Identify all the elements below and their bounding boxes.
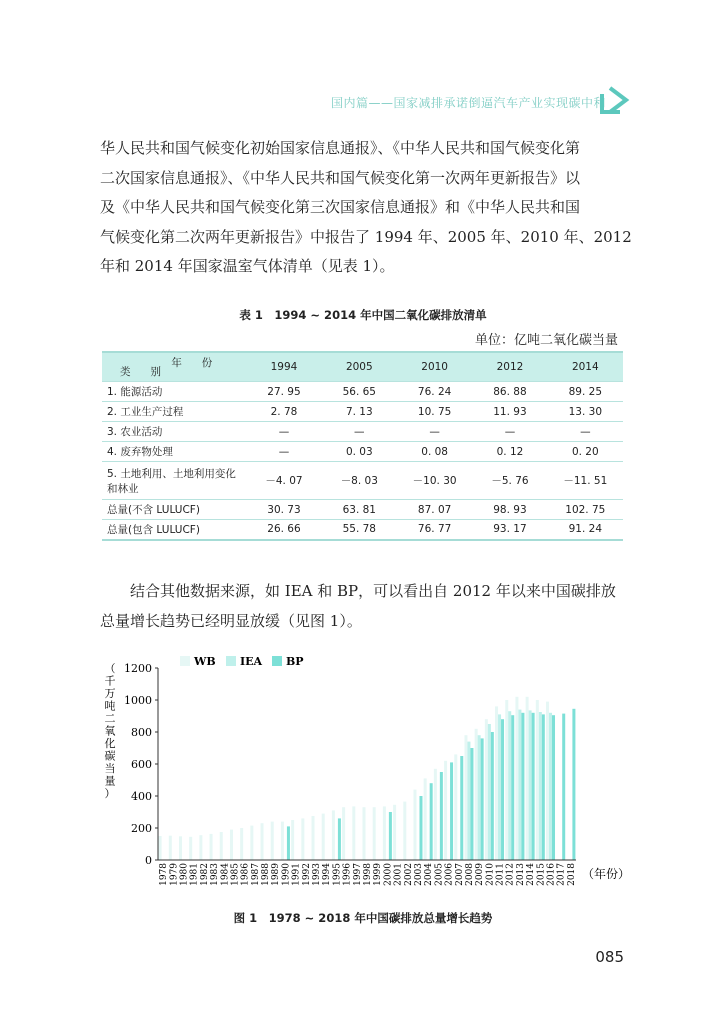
x-tick-label: 1986 <box>240 863 251 886</box>
x-tick-label: 2017 <box>556 863 567 886</box>
bar-bp-2017 <box>562 714 565 860</box>
bar-bp-2012 <box>511 715 514 860</box>
bar-wb-2001 <box>393 805 396 860</box>
emissions-table <box>102 351 623 541</box>
paragraph-1-line: 二次国家信息通报》、《中华人民共和国气候变化第一次两年更新报告》以 <box>100 168 581 187</box>
cell-value: 27. 95 <box>267 385 301 398</box>
cell-value: 91. 24 <box>568 523 603 536</box>
x-tick-label: 2013 <box>515 863 526 886</box>
cell-value: －10. 30 <box>412 475 457 487</box>
y-tick-label: 1200 <box>124 662 152 675</box>
legend-swatch-wb <box>180 656 190 666</box>
bar-wb-2003 <box>413 790 416 860</box>
year-header: 1994 <box>246 352 321 382</box>
year-header: 2012 <box>472 352 547 382</box>
x-tick-label: 2012 <box>505 863 516 886</box>
cell-value: －11. 51 <box>563 475 608 487</box>
row-label: 2. 工业生产过程 <box>107 406 184 418</box>
cell-value: 86. 88 <box>493 385 527 398</box>
bar-wb-2008 <box>464 735 467 860</box>
bar-bp-2015 <box>542 714 545 860</box>
bar-bp-2008 <box>470 748 473 860</box>
x-tick-label: 1993 <box>312 863 323 886</box>
bar-wb-2010 <box>485 719 488 860</box>
x-tick-label: 2011 <box>495 863 506 886</box>
x-tick-label: 2015 <box>536 863 547 886</box>
table-row <box>102 402 623 422</box>
legend-label-bp: BP <box>286 655 304 668</box>
table-row <box>102 520 623 540</box>
table-row <box>102 422 623 442</box>
table-title: 表 1 1994 ~ 2014 年中国二氧化碳排放清单 <box>239 308 487 322</box>
y-axis-label: （千万吨二氧化碳当量） <box>104 662 116 800</box>
bar-wb-2015 <box>536 700 539 860</box>
cell-value: 10. 75 <box>417 405 452 418</box>
legend-swatch-bp <box>272 656 282 666</box>
cell-value: 87. 07 <box>417 503 452 516</box>
x-tick-label: 1990 <box>281 863 292 886</box>
row-label: 总量(不含 LULUCF) <box>107 504 200 516</box>
bar-bp-2003 <box>419 796 422 860</box>
bar-wb-1996 <box>342 807 345 860</box>
x-tick-label: 1994 <box>322 863 333 886</box>
bar-bp-2016 <box>552 715 555 860</box>
header-diagonal-cell <box>102 352 246 382</box>
header-year-label: 年份 <box>171 357 233 369</box>
bar-bp-2010 <box>491 732 494 860</box>
paragraph-2 <box>100 577 632 636</box>
bar-wb-1979 <box>169 836 172 860</box>
year-header: 2005 <box>322 352 397 382</box>
x-tick-label: 1991 <box>291 863 302 886</box>
y-tick-label: 600 <box>131 758 152 771</box>
bar-bp-1995 <box>338 818 341 860</box>
cell-value: 98. 93 <box>493 503 527 516</box>
legend-label-iea: IEA <box>240 655 263 668</box>
bar-bp-2000 <box>389 812 392 860</box>
cell-value: 0. 08 <box>421 445 448 458</box>
x-tick-label: 2018 <box>566 863 577 886</box>
x-tick-label: 2016 <box>546 863 557 886</box>
x-tick-label: 1992 <box>301 863 312 886</box>
cell-value: 56. 65 <box>342 385 376 398</box>
cell-value: 2. 78 <box>270 405 298 418</box>
x-tick-label: 1978 <box>159 863 170 886</box>
bar-wb-1990 <box>281 822 284 860</box>
bar-wb-1995 <box>332 810 335 860</box>
x-tick-label: 1997 <box>352 863 363 886</box>
cell-value: 102. 75 <box>565 503 606 516</box>
bar-iea-2010 <box>488 724 491 860</box>
x-tick-label: 1988 <box>261 863 272 886</box>
year-header: 2010 <box>397 352 472 382</box>
bar-wb-1994 <box>322 814 325 860</box>
y-tick-label: 400 <box>131 790 152 803</box>
cell-value: — <box>278 445 290 458</box>
x-tick-label: 2001 <box>393 863 404 886</box>
bar-wb-1988 <box>261 823 264 860</box>
x-tick-label: 1995 <box>332 863 343 886</box>
bar-wb-2007 <box>454 754 457 860</box>
bar-bp-1990 <box>287 826 290 860</box>
x-tick-label: 1998 <box>363 863 373 886</box>
cell-value: 0. 03 <box>345 445 373 458</box>
bar-bp-2006 <box>450 762 453 860</box>
x-tick-label: 1984 <box>220 863 231 886</box>
cell-value: 63. 81 <box>342 503 376 516</box>
bar-iea-2016 <box>549 713 552 860</box>
x-tick-label: 1999 <box>373 863 384 886</box>
bar-wb-1983 <box>210 834 213 860</box>
bar-bp-2011 <box>501 719 504 860</box>
bar-wb-1982 <box>199 835 202 860</box>
paragraph-1-line: 华人民共和国气候变化初始国家信息通报》、《中华人民共和国气候变化第 <box>100 139 581 157</box>
bar-bp-2005 <box>440 772 443 860</box>
bar-wb-2000 <box>383 806 386 860</box>
x-tick-label: 1996 <box>342 863 353 886</box>
chapter-logo-icon <box>598 84 630 116</box>
bar-bp-2004 <box>430 783 433 860</box>
row-label: 1. 能源活动 <box>107 386 163 398</box>
bar-wb-1985 <box>230 830 233 860</box>
x-tick-label: 2000 <box>383 863 394 886</box>
table-header-row <box>102 352 623 382</box>
cell-value: — <box>354 425 365 438</box>
bar-wb-1987 <box>250 826 253 860</box>
bar-wb-1998 <box>363 807 366 860</box>
bar-wb-1999 <box>373 807 376 860</box>
bar-wb-2004 <box>424 778 427 860</box>
cell-value: －4. 07 <box>265 475 303 487</box>
table-row <box>102 500 623 520</box>
row-label: 5. 土地利用、土地利用变化和林业 <box>107 467 236 495</box>
cell-value: －5. 76 <box>491 475 529 487</box>
year-header: 2014 <box>548 352 623 382</box>
bar-wb-1978 <box>159 836 162 860</box>
bar-wb-2011 <box>495 706 498 860</box>
header-category-label: 类别 <box>120 366 181 378</box>
cell-value: 30. 73 <box>267 503 301 516</box>
paragraph-2-line: 总量增长趋势已经明显放缓（见图 1）。 <box>100 611 362 630</box>
cell-value: — <box>580 425 591 438</box>
bar-bp-2013 <box>521 713 524 860</box>
table-row <box>102 382 623 402</box>
y-tick-label: 800 <box>131 726 152 739</box>
bar-wb-2014 <box>526 697 529 860</box>
x-tick-label: 2004 <box>424 863 435 886</box>
x-tick-label: 1989 <box>271 863 282 886</box>
x-tick-label: 2008 <box>464 863 475 886</box>
cell-value: — <box>429 425 440 438</box>
table-unit: 单位：亿吨二氧化碳当量 <box>474 333 618 348</box>
bar-wb-1997 <box>352 806 355 860</box>
bar-wb-2009 <box>475 729 478 860</box>
paragraph-2-line: 结合其他数据来源，如 IEA 和 BP，可以看出自 2012 年以来中国碳排放 <box>130 582 616 600</box>
cell-value: 55. 78 <box>342 523 376 536</box>
x-tick-label: 1987 <box>250 863 261 886</box>
x-tick-label: 2005 <box>434 863 445 886</box>
x-axis-label: （年份） <box>582 867 630 881</box>
bar-iea-2008 <box>467 742 470 860</box>
cell-value: 0. 20 <box>571 445 599 458</box>
cell-value: 0. 12 <box>496 445 524 458</box>
bar-wb-2005 <box>434 769 437 860</box>
bar-iea-2015 <box>539 712 542 860</box>
cell-value: －8. 03 <box>340 475 378 487</box>
emissions-chart <box>100 650 630 900</box>
row-label: 总量(包含 LULUCF) <box>107 523 200 536</box>
cell-value: — <box>504 425 516 438</box>
x-tick-label: 2007 <box>454 863 465 886</box>
cell-value: 89. 25 <box>568 385 603 398</box>
bar-iea-2012 <box>508 711 511 860</box>
y-tick-label: 0 <box>145 854 152 867</box>
bar-bp-2014 <box>532 713 535 860</box>
x-tick-label: 2003 <box>413 863 424 886</box>
bar-wb-1989 <box>271 822 274 860</box>
bar-wb-2002 <box>403 802 406 860</box>
bar-bp-2007 <box>460 756 463 860</box>
x-tick-label: 1982 <box>199 863 210 886</box>
bar-wb-1992 <box>301 818 304 860</box>
x-tick-label: 1983 <box>210 863 221 886</box>
cell-value: 11. 93 <box>493 405 527 418</box>
x-tick-label: 2010 <box>485 863 496 886</box>
table-row <box>102 442 623 462</box>
paragraph-1-line: 气候变化第二次两年更新报告》中报告了 1994 年、2005 年、2010 年、2012 <box>100 227 632 246</box>
x-tick-label: 2014 <box>526 863 537 886</box>
bar-bp-2018 <box>572 709 575 860</box>
y-tick-label: 1000 <box>124 694 152 707</box>
cell-value: 26. 66 <box>267 523 301 536</box>
paragraph-1 <box>100 134 632 282</box>
cell-value: 93. 17 <box>493 523 527 536</box>
cell-value: 13. 30 <box>568 405 603 418</box>
x-tick-label: 2002 <box>403 863 414 886</box>
bar-iea-2014 <box>529 710 532 860</box>
bar-wb-2012 <box>505 700 508 860</box>
cell-value: 76. 77 <box>417 523 452 536</box>
x-tick-label: 2006 <box>444 863 455 886</box>
x-tick-label: 1980 <box>179 863 190 886</box>
cell-value: 7. 13 <box>345 405 373 418</box>
bar-wb-1980 <box>179 836 182 860</box>
x-tick-label: 1985 <box>230 863 241 886</box>
bar-wb-1986 <box>240 828 243 860</box>
cell-value: — <box>278 425 290 438</box>
paragraph-1-line: 及《中华人民共和国气候变化第三次国家信息通报》和《中华人民共和国 <box>100 198 581 216</box>
y-tick-label: 200 <box>131 822 152 835</box>
figure-caption: 图 1 1978 ~ 2018 年中国碳排放总量增长趋势 <box>233 911 493 925</box>
bar-wb-1984 <box>220 832 223 860</box>
legend-swatch-iea <box>226 656 236 666</box>
x-tick-label: 1979 <box>169 863 180 886</box>
cell-value: 76. 24 <box>417 385 452 398</box>
x-tick-label: 1981 <box>189 863 200 886</box>
x-tick-label: 2009 <box>475 863 486 886</box>
bar-bp-2009 <box>481 738 484 860</box>
bar-wb-2006 <box>444 761 447 860</box>
row-label: 3. 农业活动 <box>107 426 163 438</box>
bar-wb-1991 <box>291 820 294 860</box>
bar-wb-2016 <box>546 702 549 860</box>
table-row <box>102 462 623 500</box>
running-header: 国内篇——国家减排承诺倒逼汽车产业实现碳中和 <box>330 96 606 110</box>
paragraph-1-line: 年和 2014 年国家温室气体清单（见表 1）。 <box>100 257 395 275</box>
bar-iea-2013 <box>518 710 521 860</box>
bar-wb-1993 <box>312 816 315 860</box>
bar-wb-1981 <box>189 837 192 860</box>
bar-wb-2013 <box>515 697 518 860</box>
row-label: 4. 废弃物处理 <box>107 446 173 458</box>
bar-iea-2009 <box>478 735 481 860</box>
bar-iea-2011 <box>498 714 501 860</box>
legend-label-wb: WB <box>194 655 216 668</box>
page-number: 085 <box>595 948 624 966</box>
